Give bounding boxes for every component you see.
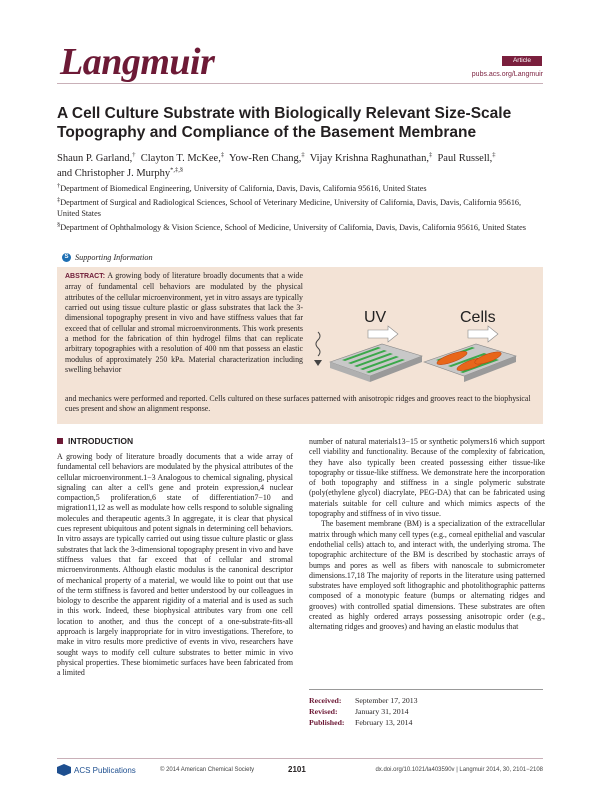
affiliations [57, 183, 543, 236]
author-sup: ‡ [492, 151, 496, 159]
cells-slab [424, 344, 516, 382]
author-sup: *,‡,§ [170, 166, 184, 174]
page-number: 2101 [288, 765, 306, 774]
journal-name: Langmuir [60, 41, 215, 83]
abstract-text-continued: and mechanics were performed and reported. Cells cultured on these surfaces patterned with anisotropic ridges and grooves react to the biophysical cues present and show an alignment response. [65, 394, 531, 414]
cells-label: Cells [460, 309, 496, 326]
header-rule [57, 83, 543, 84]
author-list [57, 151, 543, 181]
introduction-heading: INTRODUCTION [57, 436, 133, 446]
abstract-text: ABSTRACT: A growing body of literature broadly documents that a wide array of fundamental cell behaviors are modulated by the physical attributes of the cellular microenvironment, yet in vitro assays are typically carried out using tissue culture plastic or glass substrates that lack the 3-dimensional topography present in vivo and have stiffness values that far exceed that of cellular and stromal microenvironments. This work presents a method for the fabrication of thin hydrogel films that can replicate arbitrary topographies with a resolution of 400 nm that possess an elastic modulus of approximately 250 kPa. Material characterization including swelling behavior [65, 271, 303, 375]
author-sup: ‡ [301, 151, 305, 159]
affiliation: ‡Department of Surgical and Radiological Sciences, School of Veterinary Medicine, University of California, Davis, Davis, California 95616, United States [57, 196, 522, 218]
section-marker [57, 438, 63, 444]
author-name[interactable]: Shaun P. Garland, [57, 153, 133, 164]
author-name[interactable]: Vijay Krishna Raghunathan, [309, 153, 429, 164]
author-sup: † [132, 151, 136, 159]
paragraph: The basement membrane (BM) is a specialization of the extracellular matrix through which many cell types (e.g., corneal epithelial and vascular endothelial cells) attach to, and interact with, the underlying stroma. The topographic architecture of the BM is described by stochastic arrays of bumps and pores as well as fibers with nanoscale to submicrometer dimensions.17,18 The majority of reports in the literature using patterned substrates have employed soft lithographic and photolithographic patterns composed of a monotypic feature (bumps or alternating ridges and grooves) with controlled spatial dimensions. These substrates are often created as highly ordered arrays possessing anisotropic order (e.g., alternating ridges and grooves) and having an elastic modulus that [309, 519, 545, 632]
article-dates: Received: September 17, 2013 Revised: January 31, 2014 Published: February 13, 2014 [309, 696, 418, 727]
footer-rule [57, 758, 543, 759]
article-title: A Cell Culture Substrate with Biologically Relevant Size-Scale Topography and Compliance of the Basement Membrane [57, 105, 512, 141]
affiliation: †Department of Biomedical Engineering, University of California, Davis, Davis, California 95616, United States [57, 182, 427, 193]
acs-hexagon-icon [57, 764, 71, 776]
copyright: © 2014 American Chemical Society [160, 767, 255, 773]
article-type-tag: Article [502, 56, 542, 66]
supporting-info-link[interactable] [62, 253, 153, 262]
supporting-info-label: Supporting Information [75, 253, 153, 262]
author-sup: ‡ [428, 151, 433, 159]
author-name[interactable]: Clayton T. McKee, [140, 153, 221, 164]
uv-slab [314, 332, 422, 382]
toc-graphic [312, 300, 538, 392]
uv-label: UV [364, 309, 387, 326]
abstract-label: ABSTRACT: [65, 273, 106, 280]
dates-rule [309, 689, 543, 690]
author-name[interactable]: Yow-Ren Chang, [228, 153, 302, 164]
author-sup: ‡ [220, 151, 225, 159]
doi-citation[interactable]: dx.doi.org/10.1021/la403590v | Langmuir 2014, 30, 2101−2108 [375, 767, 543, 773]
intro-left-column: A growing body of literature broadly documents that a wide array of fundamental cell behaviors are modulated by the physical attributes of the cellular microenvironment.1−3 Analogous to chemical signaling, physical signaling can alter a cell's gene and protein expression,4 nuclear compaction,5 proliferation,6 state of differentiation7−10 and migration11,12 as well as modulate how cells respond to soluble signaling molecules and therapeutic agents.3 In aggregate, it is clear that physical cues represent ubiquitous and potent signals in determining cell behaviors. In vitro assays are typically carried out using tissue culture plastic or glass substrates that lack the 3-dimensional topography present in vivo and have stiffness values that far exceed that of cellular and stromal microenvironments. Although elastic modulus is the canonical descriptor of mechanical property of a material, we would like to point out that use of the term stiffness is favored and better understood by our colleagues in biology to describe the apparent rigidity of a material and is used as such in this work. Indeed, these biophysical attributes vary from one cell location to another, and thus the concept of a one-substrate-fits-all approach is largely inappropriate for in vitro investigations. Therefore, to make in vitro results more predictive of events in vivo, researchers have sought ways to modify cell culture substrates to better mimic in vivo physical properties. These biomimetic surfaces have been fabricated from a limited [57, 452, 293, 678]
author-name[interactable]: and Christopher J. Murphy [57, 168, 171, 179]
paragraph: number of natural materials13−15 or synthetic polymers16 which support cell viability and functionality. Because of the complexity of fabrication, they have also typically been created possessing either tissue-like topography or tissue-like stiffness. We demonstrate here the incorporation of both topography and stiffness in a single polymeric substrate (poly(ethylene glycol) diacrylate, PEG-DA) that can be fabricated using materials suitable for cell culture and which mimics aspects of the topography and stiffness of in vivo tissue. [309, 437, 545, 519]
affiliation: §Department of Ophthalmology & Vision Science, School of Medicine, University of California, Davis, Davis, California 95616, United States [57, 221, 526, 232]
supporting-info-icon: S [62, 253, 71, 262]
author-name[interactable]: Paul Russell, [437, 153, 493, 164]
intro-right-column [309, 437, 545, 633]
journal-url[interactable]: pubs.acs.org/Langmuir [471, 71, 543, 78]
publisher-logo[interactable]: ACS Publications [57, 764, 136, 776]
